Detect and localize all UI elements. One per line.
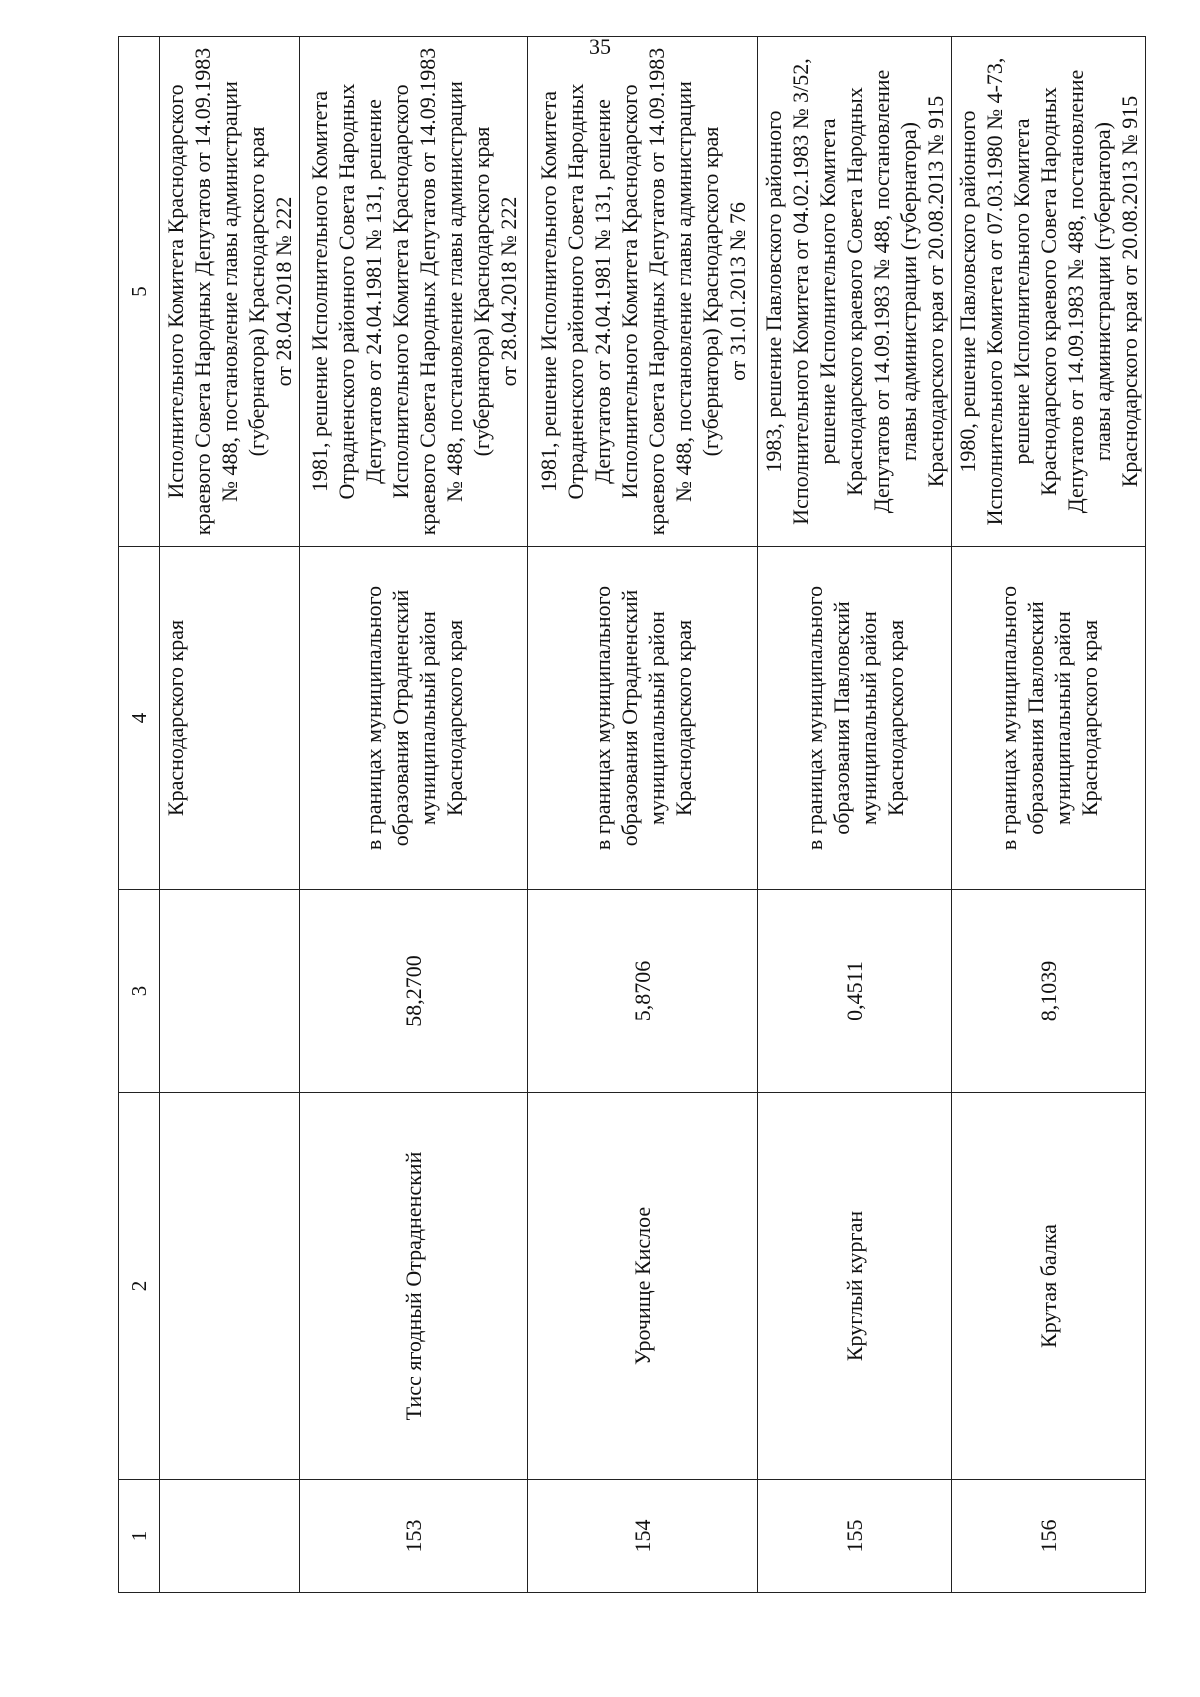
basis-line: № 488, постановление главы администрации	[441, 81, 467, 502]
basis-line: (губернатора) Краснодарского края	[697, 126, 723, 457]
basis-line: Исполнительного Комитета Краснодарского	[616, 84, 642, 499]
row-basis	[758, 37, 952, 547]
row-number: 154	[528, 1480, 758, 1593]
row-basis	[952, 37, 1146, 547]
row-basis	[160, 37, 300, 547]
protected-areas-table	[118, 36, 1146, 1593]
basis-line: № 488, постановление главы администрации	[670, 81, 696, 502]
basis-line: Исполнительного Комитета Краснодарского	[163, 84, 188, 499]
row-area: 8,1039	[952, 890, 1146, 1093]
table-row	[952, 37, 1146, 1593]
basis-line: Депутатов от 14.09.1983 № 488, постановление	[1063, 69, 1088, 514]
basis-line: 1981, решение Исполнительного Комитета	[306, 91, 332, 492]
row-location: в границах муниципального образования Отрадненский муниципальный район Краснодарского края	[528, 547, 758, 890]
row-area: 0,4511	[758, 890, 952, 1093]
table-row	[528, 37, 758, 1593]
basis-line: решение Исполнительного Комитета	[815, 118, 840, 465]
row-name	[160, 1093, 300, 1480]
header-col-3: 3	[119, 890, 160, 1093]
table-header-row	[119, 37, 160, 1593]
header-col-1: 1	[119, 1480, 160, 1593]
row-basis	[300, 37, 528, 547]
table-row	[300, 37, 528, 1593]
basis-line: от 28.04.2018 № 222	[271, 196, 296, 387]
basis-line: от 31.01.2013 № 76	[724, 202, 750, 381]
basis-line: Исполнительного Комитета от 04.02.1983 № 3/52,	[788, 58, 813, 525]
basis-line: краевого Совета Народных Депутатов от 14.09.1983	[190, 47, 215, 536]
row-number	[160, 1480, 300, 1593]
basis-line: Депутатов от 14.09.1983 № 488, постановление	[869, 69, 894, 514]
row-location: Краснодарского края	[160, 547, 300, 890]
basis-line: главы администрации (губернатора)	[896, 122, 921, 461]
basis-line: 1981, решение Исполнительного Комитета	[535, 91, 561, 492]
page-number: 35	[589, 34, 611, 59]
basis-line: (губернатора) Краснодарского края	[468, 126, 494, 457]
row-basis	[528, 37, 758, 547]
basis-line: 1980, решение Павловского районного	[955, 110, 980, 473]
basis-line: Депутатов от 24.04.1981 № 131, решение	[360, 99, 386, 484]
basis-line: краевого Совета Народных Депутатов от 14.09.1983	[643, 47, 669, 536]
row-location: в границах муниципального образования Павловский муниципальный район Краснодарского края	[952, 547, 1146, 890]
basis-line: Депутатов от 24.04.1981 № 131, решение	[589, 99, 615, 484]
table-row	[758, 37, 952, 1593]
basis-line: Исполнительного Комитета от 07.03.1980 № 4-73,	[982, 57, 1007, 526]
basis-line: Краснодарского края от 20.08.2013 № 915	[1117, 95, 1142, 488]
row-area: 58,2700	[300, 890, 528, 1093]
row-name: Крутая балка	[952, 1093, 1146, 1480]
row-name: Тисс ягодный Отрадненский	[300, 1093, 528, 1480]
basis-line: решение Исполнительного Комитета	[1009, 118, 1034, 465]
header-col-2: 2	[119, 1093, 160, 1480]
basis-line: № 488, постановление главы администрации	[217, 81, 242, 502]
row-name: Круглый курган	[758, 1093, 952, 1480]
basis-line: Краснодарского края от 20.08.2013 № 915	[923, 95, 948, 488]
basis-line: 1983, решение Павловского районного	[761, 110, 786, 473]
basis-line: (губернатора) Краснодарского края	[244, 126, 269, 457]
table-row	[160, 37, 300, 1593]
row-area: 5,8706	[528, 890, 758, 1093]
row-location: в границах муниципального образования Павловский муниципальный район Краснодарского края	[758, 547, 952, 890]
row-location: в границах муниципального образования Отрадненский муниципальный район Краснодарского края	[300, 547, 528, 890]
basis-line: главы администрации (губернатора)	[1090, 122, 1115, 461]
header-col-4: 4	[119, 547, 160, 890]
row-name: Урочище Кислое	[528, 1093, 758, 1480]
header-col-5: 5	[119, 37, 160, 547]
rotated-table-wrapper	[118, 47, 1142, 1593]
row-area	[160, 890, 300, 1093]
row-number: 155	[758, 1480, 952, 1593]
basis-line: Исполнительного Комитета Краснодарского	[387, 84, 413, 499]
row-number: 153	[300, 1480, 528, 1593]
basis-line: Краснодарского краевого Совета Народных	[1036, 87, 1061, 496]
basis-line: краевого Совета Народных Депутатов от 14.09.1983	[414, 47, 440, 536]
basis-line: Отрадненского районного Совета Народных	[562, 83, 588, 500]
basis-line: Отрадненского районного Совета Народных	[333, 83, 359, 500]
row-number: 156	[952, 1480, 1146, 1593]
basis-line: от 28.04.2018 № 222	[495, 196, 521, 387]
basis-line: Краснодарского краевого Совета Народных	[842, 87, 867, 496]
